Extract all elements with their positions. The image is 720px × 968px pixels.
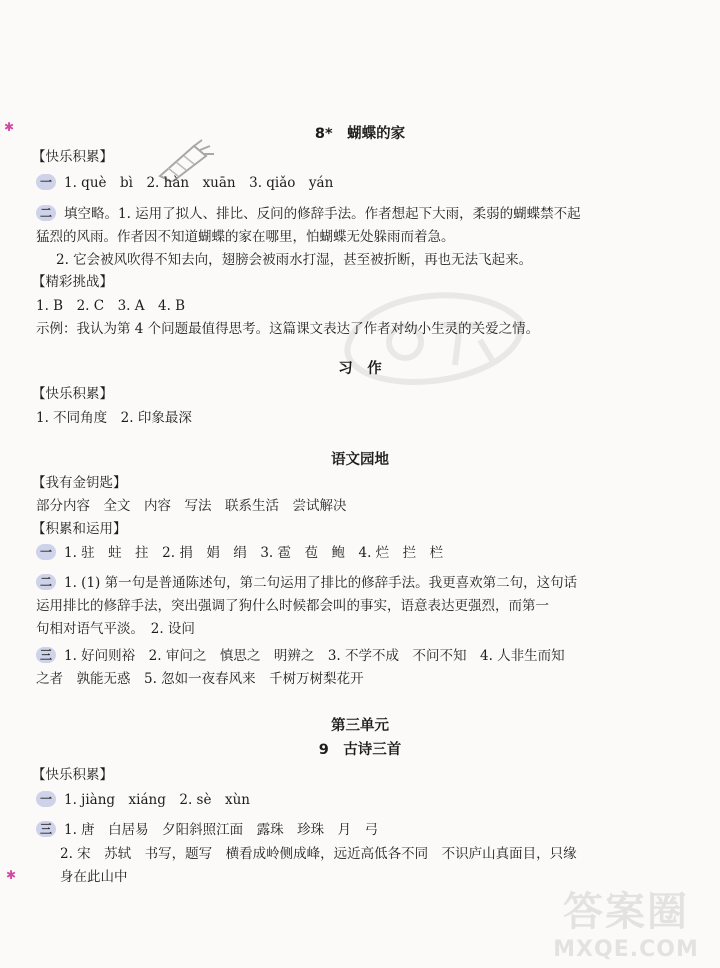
s3-keys-answer: 部分内容 全文 内容 写法 联系生活 尝试解决 (36, 498, 347, 514)
lesson-8-title: 8* 蝴蝶的家 (314, 126, 406, 142)
s3-question-2 (36, 573, 577, 593)
s3-q1-answer: 1. 驻 蛀 拄 2. 捐 娟 绢 3. 雹 苞 鲍 4. 烂 拦 栏 (64, 545, 444, 561)
s1-challenge-answers: 1. B 2. C 3. A 4. B (36, 298, 186, 314)
corner-watermark (538, 880, 714, 960)
question-badge: 一 (36, 174, 56, 190)
s3-q2-line-1: 1. (1) 第一句是普通陈述句，第二句运用了排比的修辞手法。我更喜欢第二句，这句话 (64, 575, 578, 591)
section-tag-happy-accumulate: 【快乐积累】 (32, 149, 113, 165)
s3-q3-line-1: 1. 好问则裕 2. 审问之 慎思之 明辨之 3. 不学不成 不问不知 4. 人非生而知 (64, 648, 565, 664)
watermark-logo-icon (330, 280, 540, 400)
s4-q1-answer: 1. jiàng xiáng 2. sè xùn (64, 792, 250, 808)
question-badge: 一 (36, 544, 56, 560)
section-tag-challenge: 【精彩挑战】 (32, 274, 113, 290)
s4-question-3 (36, 820, 378, 840)
question-badge: 二 (36, 205, 56, 221)
watermark-text: 答案圈 (563, 889, 689, 935)
s2-answer: 1. 不同角度 2. 印象最深 (36, 410, 192, 426)
question-badge: 二 (36, 574, 56, 590)
s1-q2-line-2: 猛烈的风雨。作者因不知道蝴蝶的家在哪里，怕蝴蝶无处躲雨而着急。 (36, 229, 455, 245)
section-tag-golden-key: 【我有金钥匙】 (32, 475, 127, 491)
s3-q2-line-3: 句相对语气平淡。 2. 设问 (36, 621, 195, 637)
s3-q3-line-2: 之者 孰能无惑 5. 忽如一夜春风来 千树万树梨花开 (36, 671, 364, 687)
s4-q3-line-1: 1. 唐 白居易 夕阳斜照江面 露珠 珍珠 月 弓 (64, 822, 379, 838)
composition-title: 习 作 (338, 361, 382, 377)
edge-star-mark-top: ✱ (4, 120, 15, 134)
s1-question-1 (36, 173, 333, 193)
s1-q2-line-3: 2. 它会被风吹得不知去向，翅膀会被雨水打湿，甚至被折断，再也无法飞起来。 (56, 252, 533, 268)
question-badge: 三 (36, 821, 56, 837)
lesson-9-title: 9 古诗三首 (318, 742, 402, 758)
s4-q3-line-2: 2. 宋 苏轼 书写，题写 横看成岭侧成峰，远近高低各不同 不识庐山真面目，只缘 (60, 846, 577, 862)
unit-3-title: 第三单元 (331, 718, 389, 734)
s1-question-2 (36, 204, 581, 224)
chinese-garden-title: 语文园地 (331, 452, 389, 468)
question-badge: 一 (36, 791, 56, 807)
section-tag-accumulate-use: 【积累和运用】 (32, 521, 127, 537)
s3-question-3 (36, 646, 565, 666)
s1-q2-line-1: 填空略。1. 运用了拟人、排比、反问的修辞手法。作者想起下大雨，柔弱的蝴蝶禁不起 (64, 206, 581, 222)
s1-challenge-example: 示例：我认为第 4 个问题最值得思考。这篇课文表达了作者对幼小生灵的关爱之情。 (36, 321, 540, 337)
s3-q2-line-2: 运用排比的修辞手法，突出强调了狗什么时候都会叫的事实，语意表达更强烈，而第一 (36, 598, 549, 614)
s4-q3-line-3: 身在此山中 (60, 869, 128, 885)
section-tag-happy-accumulate: 【快乐积累】 (32, 767, 113, 783)
s1-q1-answer: 1. què bì 2. hàn xuān 3. qiǎo yán (64, 175, 334, 191)
watermark-url: MXQE.COM (553, 937, 699, 962)
edge-star-mark-bottom: ✱ (6, 868, 17, 882)
s4-question-1 (36, 790, 250, 810)
section-tag-happy-accumulate: 【快乐积累】 (32, 386, 113, 402)
s3-question-1 (36, 543, 443, 563)
question-badge: 三 (36, 647, 56, 663)
